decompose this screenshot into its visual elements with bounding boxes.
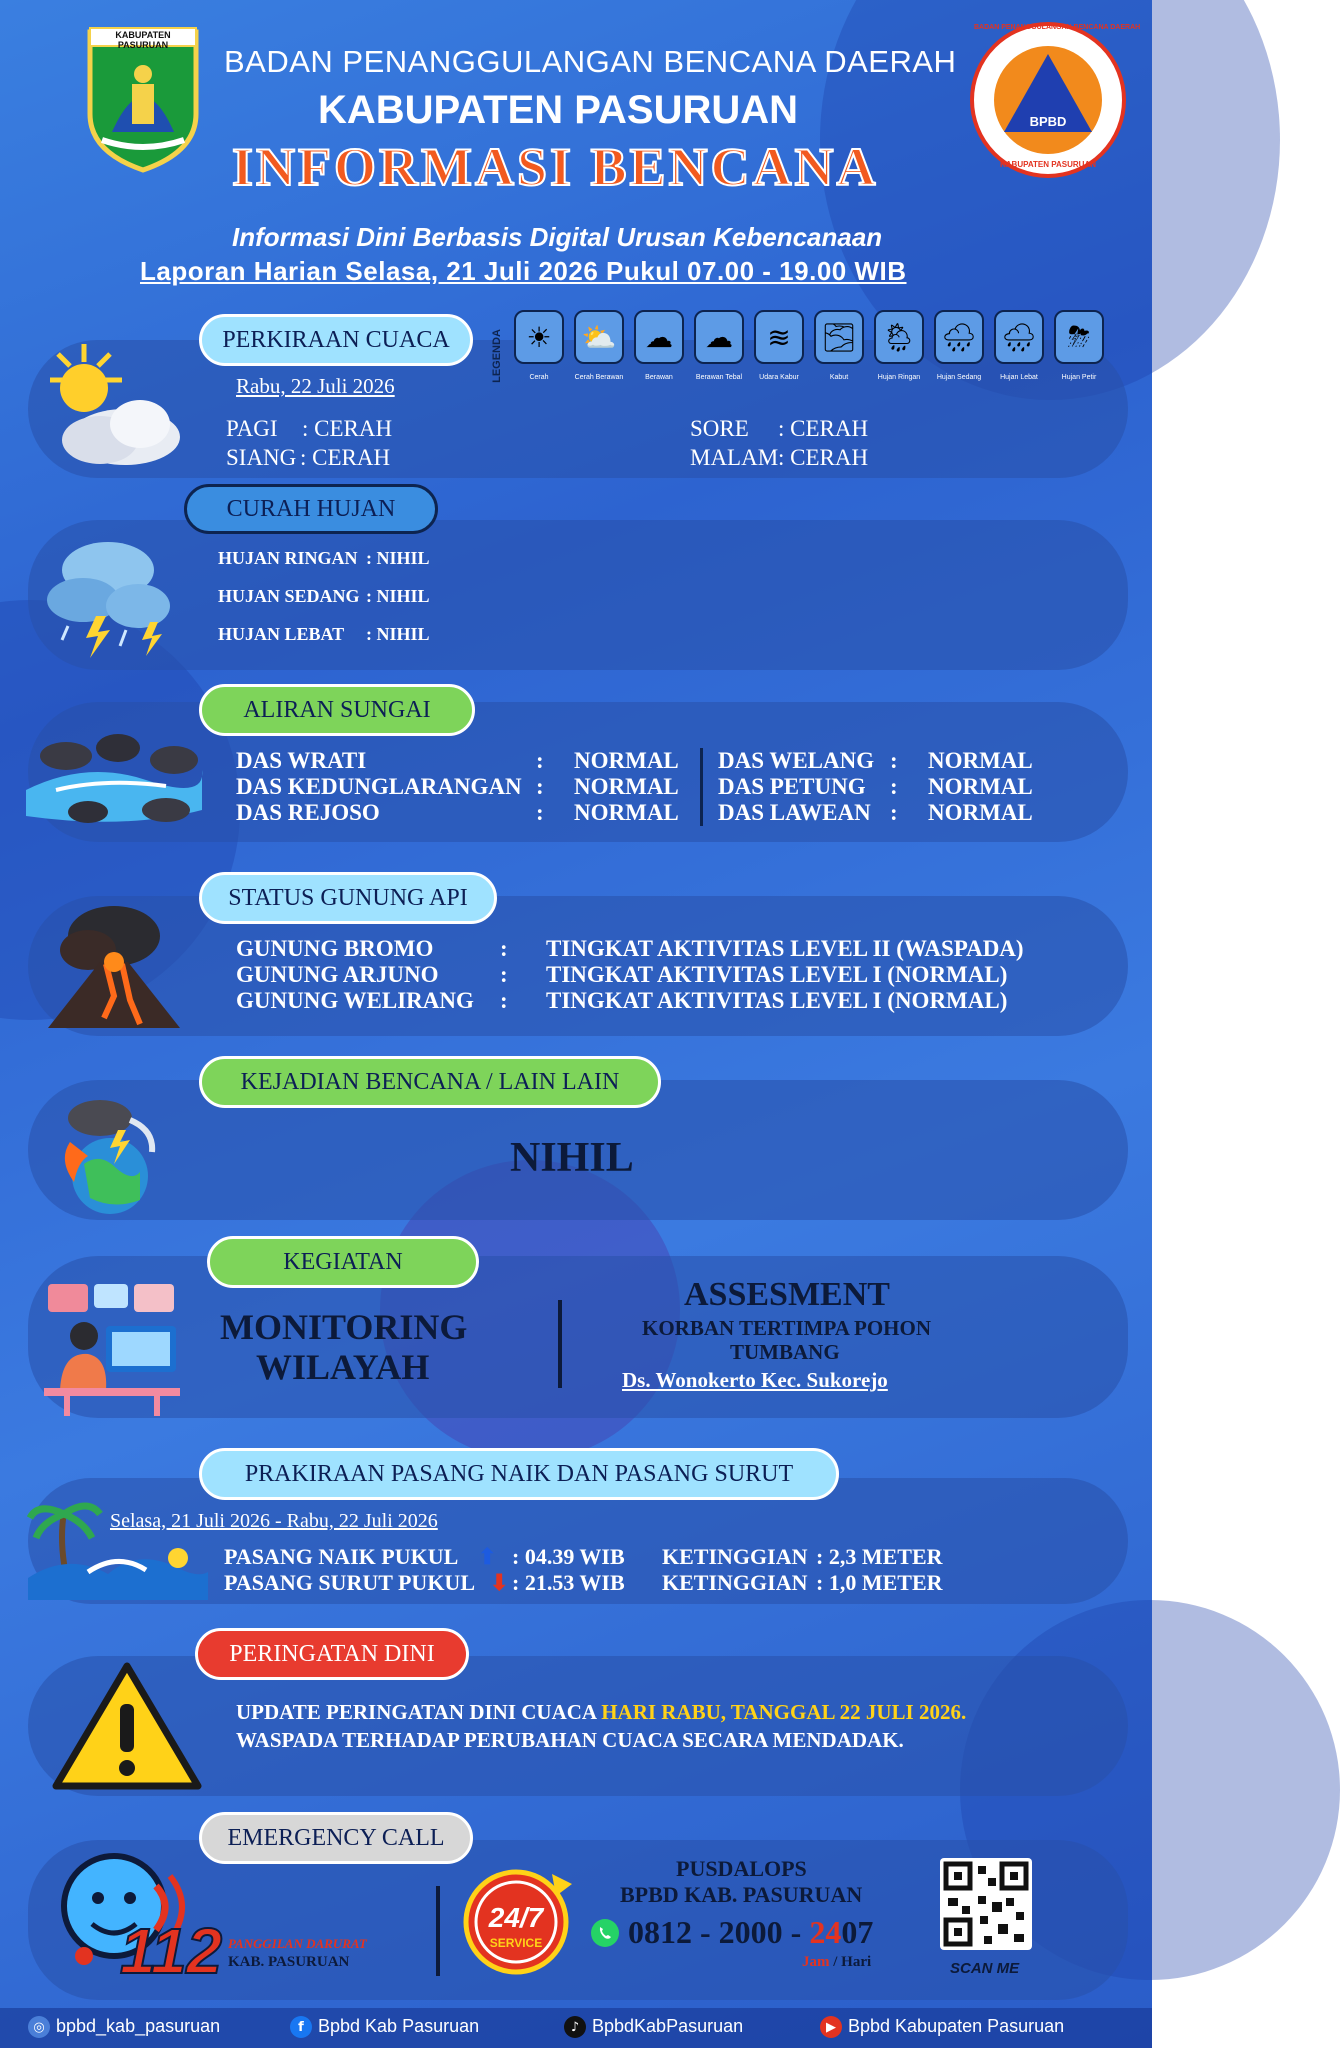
emergency-badge-line1: PANGGILAN DARURAT [228,1936,367,1951]
rain-heading: CURAH HUJAN [184,484,438,534]
tiktok-icon[interactable]: ♪ [564,2016,586,2038]
siang-value: : CERAH [300,445,391,470]
service-247-top: 24/7 [488,1902,544,1933]
regency-logo [82,22,204,172]
volcano-status: TINGKAT AKTIVITAS LEVEL I (NORMAL) [546,962,1008,987]
warning-line1-b: HARI RABU, TANGGAL 22 JULI 2026. [601,1700,967,1724]
volcano-status: TINGKAT AKTIVITAS LEVEL II (WASPADA) [546,936,1024,961]
rain-row-label: HUJAN SEDANG [218,586,360,606]
volcano-status: TINGKAT AKTIVITAS LEVEL I (NORMAL) [546,988,1008,1013]
emergency-badge-line2: KAB. PASURUAN [228,1954,350,1970]
hotline-number-c: 07 [841,1914,874,1950]
tide-fall-height-label: KETINGGIAN [662,1570,808,1595]
tide-date: Selasa, 21 Juli 2026 - Rabu, 22 Juli 2026 [110,1510,438,1532]
haze-icon: ≋ [754,310,804,364]
weather-date: Rabu, 22 Juli 2026 [236,374,395,398]
river-divider [700,748,703,826]
tide-fall-height: : 1,0 METER [816,1570,943,1595]
events-heading: KEJADIAN BENCANA / LAIN LAIN [199,1056,661,1108]
arrow-down-icon: ⬇ [490,1570,509,1595]
river-name: DAS PETUNG [718,774,866,799]
pusdalops-label: PUSDALOPS [676,1856,807,1881]
hotline-number [628,1914,873,1951]
events-value: NIHIL [510,1135,634,1181]
river-sep: : [536,774,544,799]
malam-label: MALAM [690,445,779,470]
legend-label: Hujan Lebat [1000,374,1038,381]
activity-right-line2: TUMBANG [730,1340,840,1364]
activity-divider [558,1300,562,1388]
thunder-icon: ⛈ [1054,310,1104,364]
river-status: NORMAL [928,800,1033,825]
volcano-name: GUNUNG ARJUNO [236,962,439,987]
storm-cloud-illustration [38,530,178,660]
bpbd-logo-bottom-text: KABUPATEN PASURUAN [1000,160,1096,169]
page-title: INFORMASI BENCANA [232,137,879,197]
light-rain-icon: 🌦 [874,310,924,364]
rain-row-value: : NIHIL [366,586,430,606]
tide-heading: PRAKIRAAN PASANG NAIK DAN PASANG SURUT [199,1448,839,1500]
scan-me-label: SCAN ME [950,1960,1020,1977]
volcano-sep: : [500,936,508,961]
river-rocks-illustration [26,720,202,830]
social-label[interactable]: bpbd_kab_pasuruan [56,2016,221,2036]
youtube-icon[interactable]: ▶ [820,2016,842,2038]
legend-label: LEGENDA [490,329,503,383]
volcano-name: GUNUNG WELIRANG [236,988,474,1013]
social-label[interactable]: Bpbd Kabupaten Pasuruan [848,2016,1065,2036]
sun-cloud-illustration [30,342,190,472]
river-sep: : [536,748,544,773]
tide-rise-time: : 04.39 WIB [512,1544,625,1569]
river-name: DAS LAWEAN [718,800,871,825]
org-line2: KABUPATEN PASURUAN [318,88,798,132]
activity-right-line1: KORBAN TERTIMPA POHON [642,1316,932,1340]
pagi-value: : CERAH [302,416,393,441]
activity-heading: KEGIATAN [207,1236,479,1288]
legend-label: Berawan [645,374,673,381]
warning-line1-a: UPDATE PERINGATAN DINI CUACA [236,1700,602,1724]
tide-fall-time: : 21.53 WIB [512,1570,625,1595]
tide-rise-height: : 2,3 METER [816,1544,943,1569]
heavy-rain-icon: 🌧 [994,310,1044,364]
hotline-hari: / Hari [829,1954,872,1970]
whatsapp-icon [590,1918,620,1948]
legend-label: Cerah Berawan [574,374,624,381]
service-247-bottom: SERVICE [489,1936,543,1950]
legend-label: Cerah [529,374,549,381]
bpbd-logo-center-text: BPBD [1029,114,1067,129]
legend-label: Kabut [829,374,849,381]
hotline-jam: Jam [802,1954,830,1970]
river-sep: : [890,748,898,773]
river-status: NORMAL [574,774,679,799]
river-name: DAS WRATI [236,748,367,773]
malam-value: : CERAH [778,445,869,470]
river-status: NORMAL [928,748,1033,773]
emergency-number: 112 [120,1915,223,1987]
activity-left-line1: MONITORING [220,1307,468,1347]
volcano-name: GUNUNG BROMO [236,936,434,961]
tide-rise-label: PASANG NAIK PUKUL [224,1544,459,1569]
legend-label: Hujan Ringan [877,374,921,381]
sun-icon: ☀ [514,310,564,364]
river-name: DAS REJOSO [236,800,380,825]
disaster-earth-illustration [44,1090,174,1218]
instagram-icon[interactable]: ◎ [28,2016,50,2038]
arrow-up-icon: ⬆ [478,1544,497,1569]
river-name: DAS WELANG [718,748,875,773]
tide-fall-label: PASANG SURUT PUKUL [224,1570,475,1595]
hotline-number-b: 24 [809,1914,842,1950]
rain-row-label: HUJAN LEBAT [218,624,345,644]
bpbd-logo-ring-text: BADAN PENANGGULANGAN BENCANA DAERAH [974,24,1141,31]
river-heading: ALIRAN SUNGAI [199,684,475,736]
sun-cloud-icon: ⛅ [574,310,624,364]
legend-label: Udara Kabur [759,374,799,381]
river-sep: : [536,800,544,825]
report-line: Laporan Harian Selasa, 21 Juli 2026 Pukul 07.00 - 19.00 WIB [140,256,907,286]
activity-location: Ds. Wonokerto Kec. Sukorejo [622,1368,888,1392]
warning-line2: WASPADA TERHADAP PERUBAHAN CUACA SECARA MENDADAK. [236,1728,904,1752]
warning-triangle-icon [52,1660,202,1792]
activity-left-line2: WILAYAH [256,1347,430,1387]
legend-label: Berawan Tebal [695,374,743,381]
rain-row-value: : NIHIL [366,624,430,644]
river-sep: : [890,774,898,799]
tide-rise-height-label: KETINGGIAN [662,1544,808,1569]
rain-row-value: : NIHIL [366,548,430,568]
activity-right-title: ASSESMENT [684,1276,890,1313]
river-status: NORMAL [928,774,1033,799]
org-line1: BADAN PENANGGULANGAN BENCANA DAERAH [224,44,957,79]
legend-label: Hujan Petir [1061,374,1097,381]
emergency-divider [436,1886,440,1976]
siang-label: SIANG [226,445,297,470]
activity-panel [28,1256,1128,1418]
volcano-heading: STATUS GUNUNG API [199,872,497,924]
social-label[interactable]: BpbdKabPasuruan [592,2016,744,2036]
office-worker-illustration [44,1280,180,1416]
regency-logo-label: KABUPATEN PASURUAN [115,30,171,50]
warning-line1 [236,1700,966,1725]
bpbd-label: BPBD KAB. PASURUAN [620,1882,863,1907]
rain-row-label: HUJAN RINGAN [218,548,358,568]
social-label[interactable]: Bpbd Kab Pasuruan [318,2016,480,2036]
bpbd-logo [968,20,1141,180]
subtitle: Informasi Dini Berbasis Digital Urusan Kebencanaan [232,222,883,252]
river-status: NORMAL [574,748,679,773]
fog-icon: 🌫 [814,310,864,364]
moderate-rain-icon: 🌧 [934,310,984,364]
qr-code[interactable] [940,1858,1032,1950]
warning-heading: PERINGATAN DINI [195,1628,469,1680]
thick-cloud-icon: ☁ [694,310,744,364]
volcano-illustration [44,900,184,1032]
volcano-sep: : [500,988,508,1013]
river-name: DAS KEDUNGLARANGAN [236,774,522,799]
facebook-icon[interactable]: f [290,2016,312,2038]
river-sep: : [890,800,898,825]
pagi-label: PAGI [226,416,278,441]
sore-label: SORE [690,416,749,441]
legend-label: Hujan Sedang [936,374,982,381]
cloud-icon: ☁ [634,310,684,364]
service-247-badge [460,1866,576,1976]
emergency-heading: EMERGENCY CALL [199,1812,473,1864]
rain-panel [28,520,1128,670]
hotline-hours [802,1954,871,1971]
beach-wave-illustration [28,1492,208,1600]
weather-heading: PERKIRAAN CUACA [199,314,473,366]
volcano-sep: : [500,962,508,987]
sore-value: : CERAH [778,416,869,441]
hotline-number-a: 0812 - 2000 - [628,1914,810,1950]
river-status: NORMAL [574,800,679,825]
